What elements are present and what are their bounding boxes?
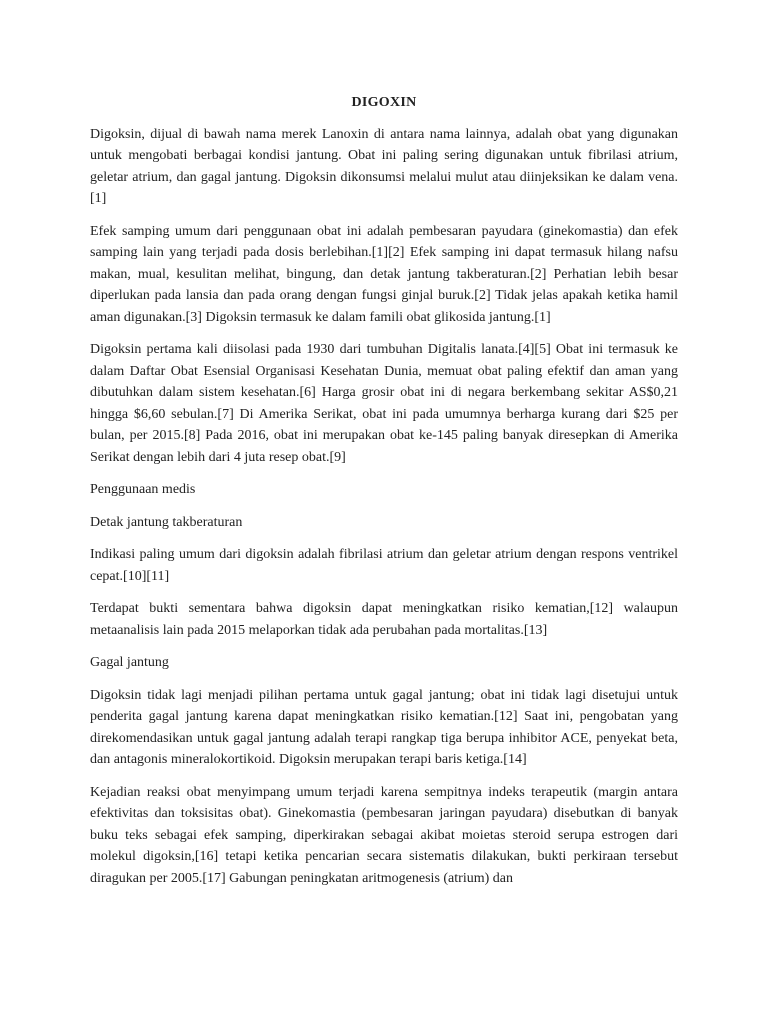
paragraph-intro: Digoksin, dijual di bawah nama merek Lanoxin di antara nama lainnya, adalah obat yang digunakan untuk mengobati berbagai kondisi jantung. Obat ini paling sering digunakan untuk fibrilasi atrium, geletar atrium, dan gagal jantung. Digoksin dikonsumsi melalui mulut atau diinjeksikan ke dalam vena.[1] [90, 126, 678, 206]
paragraph-side-effects: Efek samping umum dari penggunaan obat ini adalah pembesaran payudara (ginekomastia) dan efek samping lain yang terjadi pada dosis berlebihan.[1][2] Efek samping ini dapat termasuk hilang nafsu makan, mual, kesulitan melihat, bingung, dan detak jantung takberaturan.[2] Perhatian lebih besar diperlukan pada lansia dan pada orang dengan fungsi ginjal buruk.[2] Tidak jelas apakah ketika hamil aman digunakan.[3] Digoksin termasuk ke dalam famili obat glikosida jantung.[1] [90, 223, 678, 325]
document-page [90, 92, 678, 900]
paragraph-adverse-reactions: Kejadian reaksi obat menyimpang umum terjadi karena sempitnya indeks terapeutik (margin antara efektivitas dan toksisitas obat). Ginekomastia (pembesaran jaringan payudara) disebutkan di banyak buku teks sebagai efek samping, diperkirakan sebagai akibat moietas steroid serupa estrogen dari molekul digoksin,[16] tetapi ketika pencarian secara sistematis dilakukan, bukti perkiraan tersebut diragukan per 2005.[17] Gabungan peningkatan aritmogenesis (atrium) dan [90, 784, 678, 886]
section-heading-irregular-heartbeat: Detak jantung takberaturan [90, 514, 243, 530]
section-heading-medical-use: Penggunaan medis [90, 482, 196, 497]
paragraph-heart-failure: Digoksin tidak lagi menjadi pilihan pertama untuk gagal jantung; obat ini tidak lagi disetujui untuk penderita gagal jantung karena dapat meningkatkan risiko kematian.[12] Saat ini, pengobatan yang direkomendasikan untuk gagal jantung adalah terapi rangkap tiga berupa inhibitor ACE, penyekat beta, dan antagonis mineralokortikoid. Digoksin merupakan terapi baris ketiga.[14] [90, 687, 678, 767]
section-heading-heart-failure: Gagal jantung [90, 655, 169, 670]
paragraph-mortality: Terdapat bukti sementara bahwa digoksin dapat meningkatkan risiko kematian,[12] walaupun metaanalisis lain pada 2015 melaporkan tidak ada perubahan pada mortalitas.[13] [90, 601, 678, 638]
document-title: DIGOXIN [351, 95, 417, 110]
paragraph-indication: Indikasi paling umum dari digoksin adalah fibrilasi atrium dan geletar atrium dengan respons ventrikel cepat.[10][11] [90, 547, 678, 584]
paragraph-history: Digoksin pertama kali diisolasi pada 1930 dari tumbuhan Digitalis lanata.[4][5] Obat ini termasuk ke dalam Daftar Obat Esensial Organisasi Kesehatan Dunia, memuat obat paling efektif dan aman yang dibutuhkan dalam sistem kesehatan.[6] Harga grosir obat ini di negara berkembang sekitar AS$0,21 hingga $6,60 sebulan.[7] Di Amerika Serikat, obat ini pada umumnya berharga kurang dari $25 per bulan, per 2015.[8] Pada 2016, obat ini merupakan obat ke-145 paling banyak diresepkan di Amerika Serikat dengan lebih dari 4 juta resep obat.[9] [90, 342, 678, 465]
